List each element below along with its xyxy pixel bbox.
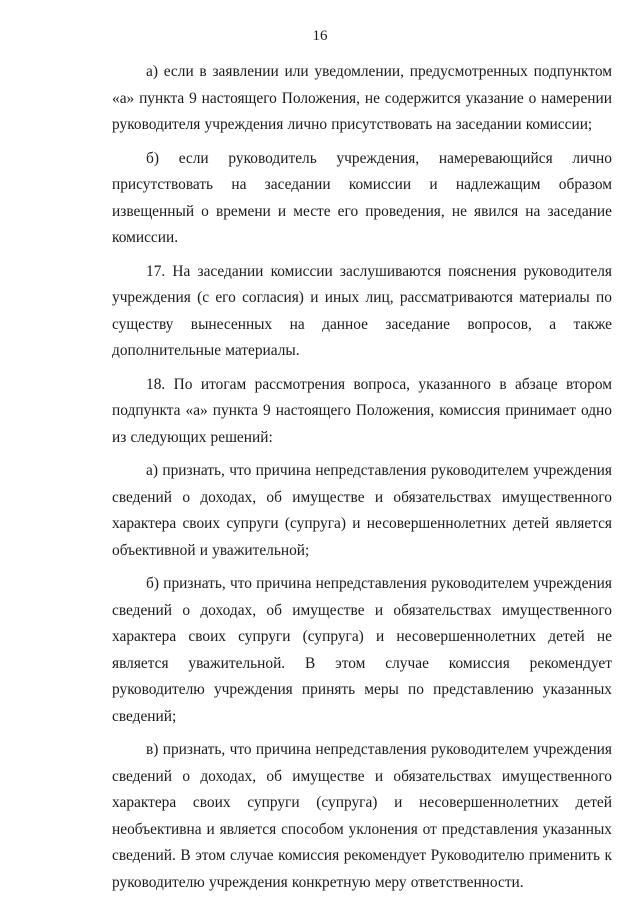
paragraph-b-no-show: б) если руководитель учреждения, намеревающийся лично присутствовать на заседании комиссии и надлежащим образом извещенный о времени и месте его проведения, не явился на заседание комиссии.	[112, 149, 612, 246]
decision-c: в) признать, что причина непредставления руководителем учреждения сведений о доходах, об имуществе и обязательствах имущественного характера своих супруги (супруга) и несовершеннолетних детей необъективна и является способом уклонения от представления указанных сведений. В этом случае комиссия рекомендует Руководителю применить к руководителю учреждения конкретную меру ответственности.	[112, 741, 612, 891]
paragraph-17: 17. На заседании комиссии заслушиваются пояснения руководителя учреждения (с его согласия) и иных лиц, рассматриваются материалы по существу вынесенных на данное заседание вопросов, а также дополнительные материалы.	[112, 262, 612, 359]
decision-a: а) признать, что причина непредставления руководителем учреждения сведений о доходах, об имуществе и обязательствах имущественного характера своих супруги (супруга) и несовершеннолетних детей является объективной и уважительной;	[112, 462, 612, 559]
paragraph-18: 18. По итогам рассмотрения вопроса, указанного в абзаце втором подпункта «а» пункта 9 настоящего Положения, комиссия принимает одно из следующих решений:	[112, 375, 612, 446]
document-body	[112, 59, 612, 903]
decision-b: б) признать, что причина непредставления руководителем учреждения сведений о доходах, об имуществе и обязательствах имущественного характера своих супруги (супруга) и несовершеннолетних детей не является уважительной. В этом случае комиссия рекомендует руководителю учреждения принять меры по представлению указанных сведений;	[112, 575, 612, 725]
page-number: 16	[312, 28, 328, 44]
paragraph-a-no-intent: а) если в заявлении или уведомлении, предусмотренных подпунктом «а» пункта 9 настоящего Положения, не содержится указание о намерении руководителя учреждения лично присутствовать на заседании комиссии;	[112, 63, 612, 133]
